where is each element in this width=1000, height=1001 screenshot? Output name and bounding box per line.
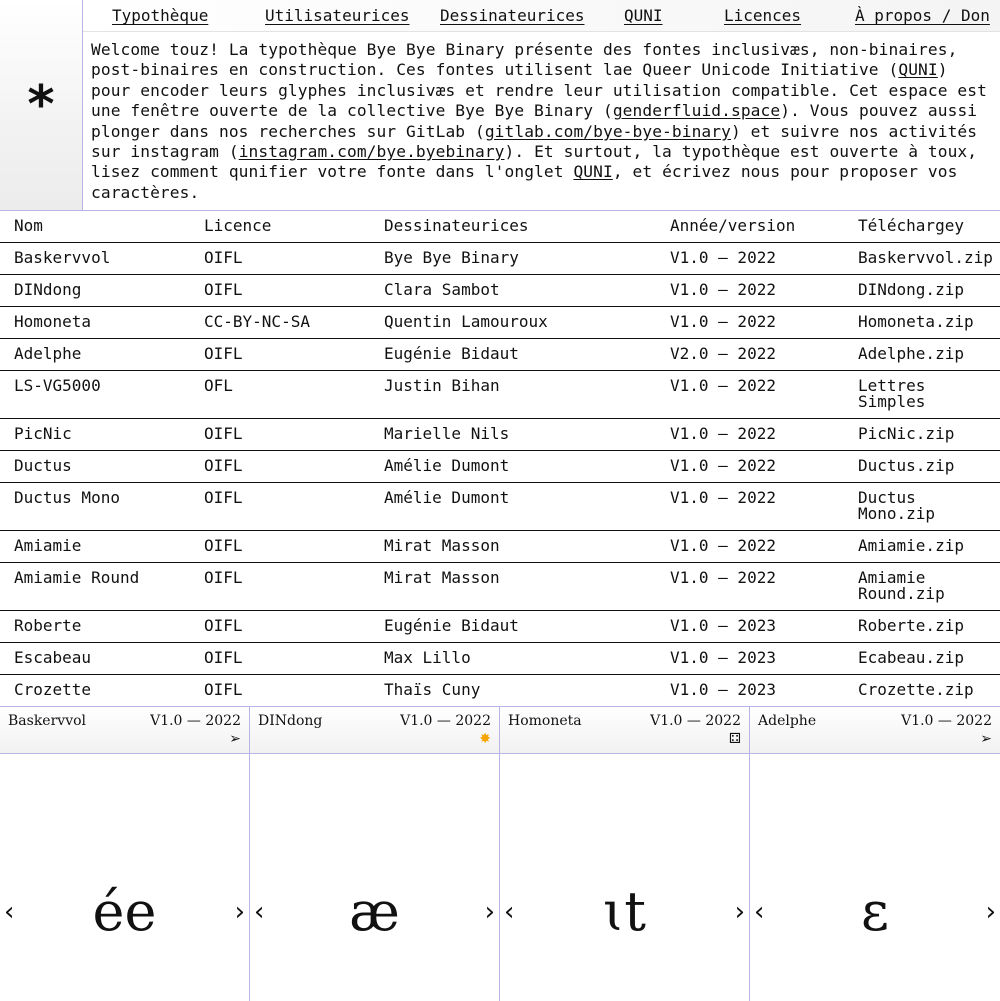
- specimen-card: [250, 707, 500, 1001]
- font-download-link[interactable]: Ductus.zip: [858, 456, 955, 475]
- font-name[interactable]: PicNic: [14, 424, 72, 443]
- font-version: V1.0 — 2022: [670, 536, 776, 555]
- font-designer: Bye Bye Binary: [384, 248, 519, 267]
- font-name[interactable]: Amiamie Round: [14, 568, 140, 587]
- font-version: V1.0 — 2022: [670, 568, 776, 587]
- header-dessinateurices[interactable]: Dessinateurices: [384, 216, 529, 235]
- table-row[interactable]: [0, 243, 1000, 275]
- table-row[interactable]: [0, 419, 1000, 451]
- font-license: OIFL: [204, 456, 243, 475]
- font-license: OIFL: [204, 616, 243, 635]
- table-row[interactable]: [0, 371, 1000, 419]
- prev-glyph-icon[interactable]: ‹: [4, 897, 15, 927]
- font-designer: Mirat Masson: [384, 536, 500, 555]
- font-name[interactable]: Ductus: [14, 456, 72, 475]
- intro-text: [91, 40, 996, 203]
- nav-dessinateurices[interactable]: Dessinateurices: [440, 6, 585, 25]
- font-license: OIFL: [204, 648, 243, 667]
- font-version: V1.0 — 2022: [670, 248, 776, 267]
- specimen-glyph: ée: [92, 880, 157, 943]
- card-symbol-icon[interactable]: ⚃: [728, 731, 741, 747]
- font-designer: Eugénie Bidaut: [384, 344, 519, 363]
- font-name[interactable]: Crozette: [14, 680, 92, 699]
- next-glyph-icon[interactable]: ›: [234, 897, 245, 927]
- font-name[interactable]: LS-VG5000: [14, 376, 101, 395]
- table-row[interactable]: [0, 451, 1000, 483]
- table-row[interactable]: [0, 643, 1000, 675]
- card-symbol-icon[interactable]: ✸: [479, 731, 491, 747]
- font-download-link[interactable]: Baskervvol.zip: [858, 248, 993, 267]
- font-download-link[interactable]: Adelphe.zip: [858, 344, 964, 363]
- card-body: [750, 754, 1000, 1001]
- card-header: [750, 707, 1000, 754]
- font-license: OFL: [204, 376, 233, 395]
- prev-glyph-icon[interactable]: ‹: [254, 897, 265, 927]
- table-row[interactable]: [0, 611, 1000, 643]
- font-version: V1.0 — 2022: [670, 280, 776, 299]
- next-glyph-icon[interactable]: ›: [734, 897, 745, 927]
- home-logo[interactable]: [0, 0, 83, 210]
- table-row[interactable]: [0, 563, 1000, 611]
- nav-typotheque[interactable]: Typothèque: [112, 6, 209, 25]
- card-version: V1.0 — 2022: [150, 713, 241, 729]
- font-version: V1.0 — 2022: [670, 312, 776, 331]
- font-designer: Clara Sambot: [384, 280, 500, 299]
- intro-part: ). Vous pouvez aussi plonger dans nos recherches sur GitLab (: [91, 101, 978, 141]
- specimen-cards: [0, 706, 1000, 1001]
- gitlab-link[interactable]: gitlab.com/bye-bye-binary: [484, 121, 731, 141]
- font-download-link[interactable]: Homoneta.zip: [858, 312, 974, 331]
- font-license: OIFL: [204, 344, 243, 363]
- intro-part: ) pour encoder leurs glyphes inclusivæs et rendre leur utilisation compatible. Cet espace est une fenêtre ouverte de la collective Bye Bye Binary (: [91, 60, 987, 121]
- font-download-link[interactable]: Ecabeau.zip: [858, 648, 964, 667]
- main-nav: [83, 0, 1000, 32]
- card-symbol-icon[interactable]: ➢: [980, 731, 992, 747]
- font-designer: Quentin Lamouroux: [384, 312, 548, 331]
- asterisk-logo-icon[interactable]: *: [27, 75, 55, 135]
- font-version: V2.0 — 2022: [670, 344, 776, 363]
- font-version: V1.0 — 2023: [670, 648, 776, 667]
- font-name[interactable]: Ductus Mono: [14, 488, 120, 507]
- nav-utilisateurices[interactable]: Utilisateurices: [265, 6, 410, 25]
- table-row[interactable]: [0, 339, 1000, 371]
- header-section: [0, 0, 1000, 210]
- intro-part: ). Et surtout, la typothèque est ouverte à toux, lisez comment qunifier votre fonte dans l'onglet: [91, 142, 978, 182]
- font-designer: Thaïs Cuny: [384, 680, 481, 699]
- font-designer: Marielle Nils: [384, 424, 510, 443]
- card-symbol-icon[interactable]: ➢: [229, 731, 241, 747]
- intro-part: Welcome touz! La typothèque Bye Bye Binary présente des fontes inclusivæs, non-binaires, post-binaires en construction. Ces fontes utilisent lae Queer Unicode Initiative (: [91, 40, 958, 80]
- font-version: V1.0 — 2023: [670, 680, 776, 699]
- font-designer: Max Lillo: [384, 648, 471, 667]
- card-version: V1.0 — 2022: [901, 713, 992, 729]
- font-name[interactable]: Amiamie: [14, 536, 82, 555]
- font-designer: Mirat Masson: [384, 568, 500, 587]
- card-header: [500, 707, 749, 754]
- font-license: OIFL: [204, 488, 243, 507]
- font-license: OIFL: [204, 424, 243, 443]
- header-nom[interactable]: Nom: [14, 216, 43, 235]
- table-row[interactable]: [0, 275, 1000, 307]
- card-font-name[interactable]: Homoneta: [508, 713, 582, 729]
- card-font-name[interactable]: Adelphe: [758, 713, 817, 729]
- font-designer: Amélie Dumont: [384, 488, 510, 507]
- card-version: V1.0 — 2022: [400, 713, 491, 729]
- specimen-glyph: æ: [349, 880, 400, 943]
- intro-part: , et écrivez nous pour proposer vos caractères.: [91, 162, 958, 202]
- nav-a-propos[interactable]: À propos / Don: [855, 6, 990, 25]
- font-name[interactable]: Baskervvol: [14, 248, 111, 267]
- next-glyph-icon[interactable]: ›: [484, 897, 495, 927]
- table-row[interactable]: [0, 483, 1000, 531]
- nav-licences[interactable]: Licences: [724, 6, 802, 25]
- font-license: OIFL: [204, 568, 243, 587]
- genderfluid-link[interactable]: genderfluid.space: [612, 101, 781, 121]
- header-telechargey[interactable]: Téléchargey: [858, 216, 964, 235]
- card-header: [250, 707, 499, 754]
- font-designer: Amélie Dumont: [384, 456, 510, 475]
- font-download-link[interactable]: Crozette.zip: [858, 680, 974, 699]
- font-download-link[interactable]: Ductus Mono.zip: [858, 488, 936, 523]
- font-version: V1.0 — 2022: [670, 488, 776, 507]
- font-name[interactable]: Adelphe: [14, 344, 82, 363]
- font-license: OIFL: [204, 680, 243, 699]
- font-download-link[interactable]: Amiamie.zip: [858, 536, 964, 555]
- card-body: [0, 754, 249, 1001]
- font-license: OIFL: [204, 536, 243, 555]
- font-name[interactable]: Roberte: [14, 616, 82, 635]
- table-header-row: [0, 211, 1000, 243]
- intro-part: ) et suivre nos activités sur instagram (: [91, 121, 978, 162]
- prev-glyph-icon[interactable]: ‹: [504, 897, 515, 927]
- font-name[interactable]: Homoneta: [14, 312, 92, 331]
- card-header: [0, 707, 249, 754]
- header-annee-version[interactable]: Année/version: [670, 216, 796, 235]
- fonts-table: [0, 211, 1000, 707]
- font-designer: Justin Bihan: [384, 376, 500, 395]
- card-version: V1.0 — 2022: [650, 713, 741, 729]
- font-download-link[interactable]: PicNic.zip: [858, 424, 955, 443]
- font-name[interactable]: Escabeau: [14, 648, 92, 667]
- instagram-link[interactable]: instagram.com/bye.byebinary: [238, 142, 505, 162]
- font-download-link[interactable]: Amiamie Round.zip: [858, 568, 945, 603]
- quni-tab-link[interactable]: QUNI: [573, 162, 613, 182]
- table-row[interactable]: [0, 675, 1000, 707]
- font-license: CC-BY-NC-SA: [204, 312, 310, 331]
- card-font-name[interactable]: Baskervvol: [8, 713, 87, 729]
- quni-link[interactable]: QUNI: [898, 60, 938, 80]
- font-license: OIFL: [204, 248, 243, 267]
- table-row[interactable]: [0, 531, 1000, 563]
- next-glyph-icon[interactable]: ›: [985, 897, 996, 927]
- font-download-link[interactable]: Roberte.zip: [858, 616, 964, 635]
- prev-glyph-icon[interactable]: ‹: [754, 897, 765, 927]
- specimen-card: [0, 707, 250, 1001]
- font-download-link[interactable]: DINdong.zip: [858, 280, 964, 299]
- card-body: [250, 754, 499, 1001]
- font-designer: Eugénie Bidaut: [384, 616, 519, 635]
- font-version: V1.0 — 2022: [670, 456, 776, 475]
- font-download-link[interactable]: Lettres Simples: [858, 376, 926, 411]
- font-version: V1.0 — 2023: [670, 616, 776, 635]
- font-version: V1.0 — 2022: [670, 424, 776, 443]
- specimen-glyph: ɩt: [603, 880, 646, 943]
- nav-quni[interactable]: QUNI: [624, 6, 663, 25]
- specimen-glyph: ɛ: [861, 880, 889, 943]
- card-font-name[interactable]: DINdong: [258, 713, 323, 729]
- header-licence[interactable]: Licence: [204, 216, 272, 235]
- card-body: [500, 754, 749, 1001]
- font-name[interactable]: DINdong: [14, 280, 82, 299]
- font-license: OIFL: [204, 280, 243, 299]
- font-version: V1.0 — 2022: [670, 376, 776, 395]
- specimen-card: [500, 707, 750, 1001]
- specimen-card: [750, 707, 1000, 1001]
- table-row[interactable]: [0, 307, 1000, 339]
